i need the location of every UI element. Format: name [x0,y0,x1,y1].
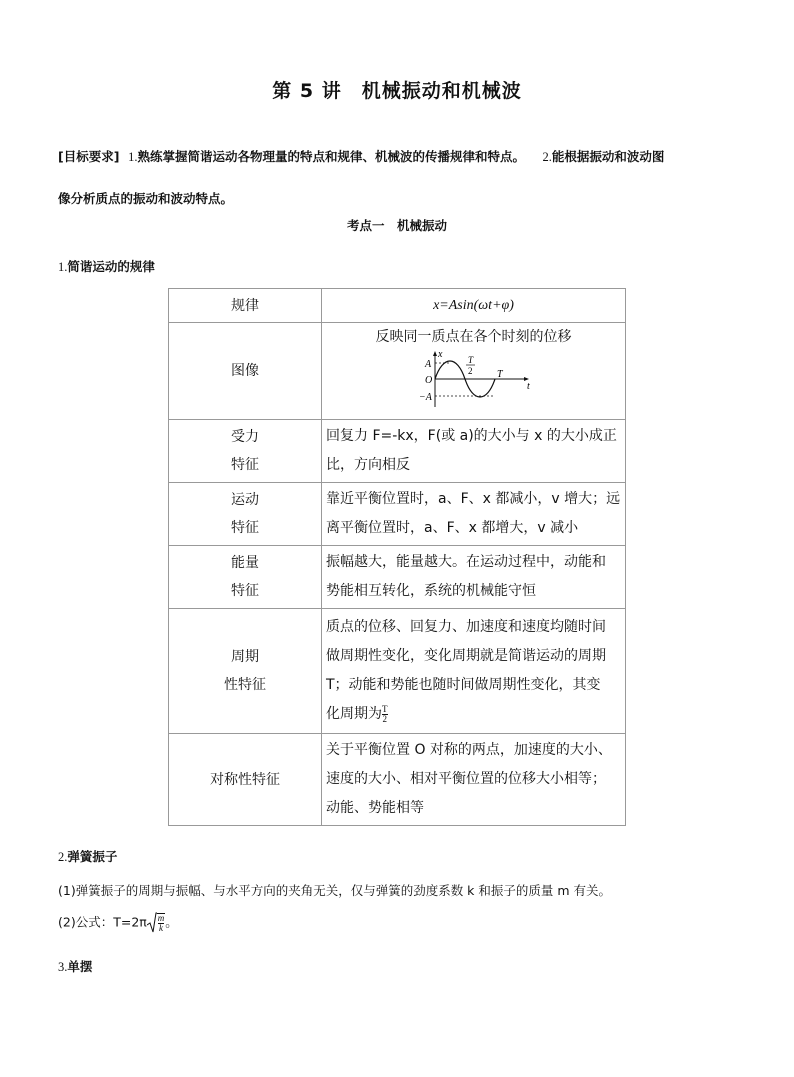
section-title: 考点一 机械振动 [346,218,447,233]
table-row-force [169,420,626,483]
energy-value-line1: 振幅越大，能量越大。在运动过程中，动能和 [326,554,606,570]
graph-A-label: A [424,359,431,370]
cell-motion-key [169,483,322,546]
heading-pendulum-num: 3. [58,960,68,974]
sine-graph [409,349,539,411]
heading-pendulum-text: 单摆 [67,959,93,974]
force-value-line1: 回复力 F=-kx，F(或 a)的大小与 x 的大小成正 [326,428,617,444]
cell-energy-value [322,546,626,609]
cell-period-key [169,609,322,734]
period-value-line3: T；动能和势能也随时间做周期性变化，其变 [326,677,601,693]
cell-image-value [322,323,626,420]
heading-simple-pendulum [58,957,92,975]
heading-shm-law-num: 1. [58,260,68,274]
energy-key-line1: 能量 [231,555,259,571]
goal-item2-text-cont: 像分析质点的振动和波动特点。 [58,191,234,206]
goal-item1-text: 熟练掌握简谐运动各物理量的特点和规律、机械波的传播规律和特点。 [137,149,526,164]
cell-law-key: 规律 [169,289,322,323]
period-value-line4 [326,700,621,729]
symmetry-value-line1: 关于平衡位置 O 对称的两点，加速度的大小、 [326,742,612,758]
goal-label: [目标要求] [58,149,120,164]
cell-force-key [169,420,322,483]
cell-law-formula: x=Asin(ωt+φ) [322,289,626,323]
cell-motion-value [322,483,626,546]
table-row-symmetry [169,734,626,826]
goal-item1-num: 1. [128,150,138,164]
goal-requirements [58,136,748,219]
graph-t-label: t [526,381,530,392]
cell-period-value [322,609,626,734]
motion-value-line1: 靠近平衡位置时，a、F、x 都减小，v 增大；远 [326,491,621,507]
period-value-line4-text: 化周期为 [326,706,382,722]
symmetry-value-line3: 动能、势能相等 [326,800,424,816]
cell-symmetry-key: 对称性特征 [169,734,322,826]
period-fraction [382,705,388,724]
graph-O-label: O [424,375,432,386]
period-value-line1: 质点的位移、回复力、加速度和速度均随时间 [326,619,606,635]
graph-negA-label: −A [418,392,432,403]
spring-frac-den: k [159,923,164,933]
energy-key-line2: 特征 [231,583,259,599]
cell-energy-key [169,546,322,609]
cell-force-value [322,420,626,483]
graph-x-label: x [437,349,442,360]
heading-spring-oscillator [58,847,117,865]
period-frac-num: T [382,703,388,714]
motion-key-line2: 特征 [231,520,259,536]
image-caption: 反映同一质点在各个时刻的位移 [375,329,572,345]
motion-key-line1: 运动 [231,492,259,508]
page-title: 第 5 讲 机械振动和机械波 [272,80,522,102]
graph-T-label: T [496,369,503,380]
spring-frac-num: m [157,913,165,923]
table-row-period [169,609,626,734]
goal-item2-num: 2. [542,150,552,164]
graph-half-period-num: T [467,355,473,365]
heading-shm-law-text: 简谐运动的规律 [67,259,155,274]
goal-item2-text: 能根据振动和波动图 [551,149,665,164]
cell-image-key: 图像 [169,323,322,420]
energy-value-line2: 势能相互转化，系统的机械能守恒 [326,583,536,599]
heading-spring-text: 弹簧振子 [67,849,118,864]
force-key-line2: 特征 [231,457,259,473]
heading-shm-law [58,257,155,275]
symmetry-value-line2: 速度的大小、相对平衡位置的位移大小相等； [326,771,606,787]
sqrt-icon [147,912,157,934]
spring-formula-suffix: 。 [165,914,178,930]
heading-spring-num: 2. [58,850,68,864]
table-row-law [169,289,626,323]
force-key-line1: 受力 [231,429,259,445]
cell-symmetry-value [322,734,626,826]
shm-law-table [168,288,626,826]
spring-line1: (1)弹簧振子的周期与振幅、与水平方向的夹角无关，仅与弹簧的劲度系数 k 和振子的质量 m 有关。 [58,883,612,898]
spring-formula-line [58,912,178,934]
table-row-image [169,323,626,420]
period-value-line2: 做周期性变化，变化周期就是简谐运动的周期 [326,648,606,664]
graph-half-period-den: 2 [467,366,472,376]
period-key-line2: 性特征 [224,677,266,693]
table-row-energy [169,546,626,609]
motion-value-line2: 离平衡位置时，a、F、x 都增大，v 减小 [326,520,579,536]
force-value-line2: 比，方向相反 [326,457,410,473]
table-row-motion [169,483,626,546]
period-frac-den: 2 [382,713,387,724]
spring-formula-prefix: (2)公式：T=2π [58,914,147,930]
period-key-line1: 周期 [231,649,259,665]
